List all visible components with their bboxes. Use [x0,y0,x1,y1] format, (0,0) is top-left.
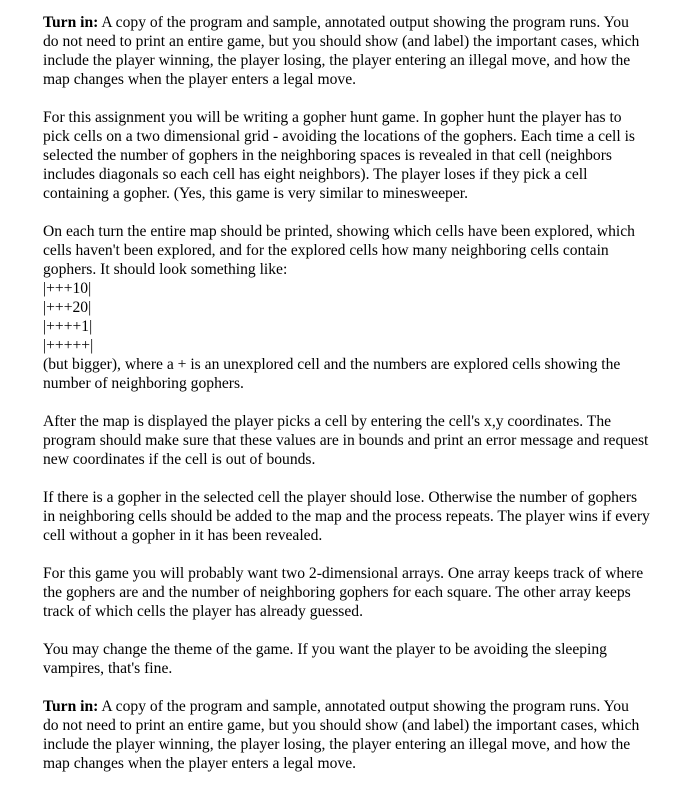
theme-line-1: You may change the theme of the game. If you want the player to be avoiding the sleeping [43,641,607,658]
input-line-3: new coordinates if the cell is out of bounds. [43,451,316,468]
turn-in-paragraph-bottom [43,697,683,773]
final-turn-in-line-2: do not need to print an entire game, but you should show (and label) the important cases, which [43,717,640,734]
map-description-line-1: On each turn the entire map should be printed, showing which cells have been explored, which [43,223,635,240]
final-turn-in-line-1 [43,697,683,716]
input-line-1: After the map is displayed the player picks a cell by entering the cell's x,y coordinates. The [43,413,612,430]
map-description-line-3: gophers. It should look something like: [43,261,288,278]
map-description-paragraph [43,222,683,393]
assignment-document [43,13,683,792]
final-turn-in-label: Turn in: [43,698,99,715]
map-description-line-2: cells haven't been explored, and for the explored cells how many neighboring cells contain [43,242,609,259]
description-line-1: For this assignment you will be writing a gopher hunt game. In gopher hunt the player has to [43,109,622,126]
description-line-4: includes diagonals so each cell has eight neighbors). The player loses if they pick a cell [43,166,588,183]
win-lose-paragraph [43,488,683,545]
map-example-row-2: |+++20| [43,299,92,316]
turn-in-line-2: do not need to print an entire game, but you should show (and label) the important cases, which [43,33,640,50]
description-line-3: selected the number of gophers in the neighboring spaces is revealed in that cell (neighbors [43,147,612,164]
turn-in-label: Turn in: [43,14,99,31]
description-line-2: pick cells on a two dimensional grid - avoiding the locations of the gophers. Each time a cell is [43,128,635,145]
arrays-line-2: the gophers are and the number of neighboring gophers for each square. The other array keeps [43,584,631,601]
arrays-line-1: For this game you will probably want two 2-dimensional arrays. One array keeps track of where [43,565,644,582]
final-turn-in-line-4: map changes when the player enters a legal move. [43,755,357,772]
turn-in-line-3: include the player winning, the player losing, the player entering an illegal move, and how the [43,52,631,69]
map-example-row-3: |++++1| [43,318,93,335]
input-description-paragraph [43,412,683,469]
description-line-5: containing a gopher. (Yes, this game is very similar to minesweeper. [43,185,468,202]
win-lose-line-3: cell without a gopher in it has been revealed. [43,527,323,544]
turn-in-line-1 [43,13,683,32]
win-lose-line-1: If there is a gopher in the selected cell the player should lose. Otherwise the number of gophers [43,489,638,506]
final-turn-in-line-3: include the player winning, the player losing, the player entering an illegal move, and how the [43,736,631,753]
turn-in-line-4: map changes when the player enters a legal move. [43,71,357,88]
arrays-hint-paragraph [43,564,683,621]
final-turn-in-text: A copy of the program and sample, annotated output showing the program runs. You [98,698,629,715]
turn-in-text: A copy of the program and sample, annotated output showing the program runs. You [98,14,629,31]
win-lose-line-2: in neighboring cells should be added to the map and the process repeats. The player wins if every [43,508,650,525]
theme-line-2: vampires, that's fine. [43,660,173,677]
map-example-row-1: |+++10| [43,280,92,297]
map-example-row-4: |+++++| [43,337,94,354]
arrays-line-3: track of which cells the player has already guessed. [43,603,363,620]
map-description-after-line-2: number of neighboring gophers. [43,375,244,392]
turn-in-paragraph-top [43,13,683,89]
map-description-after-line-1: (but bigger), where a + is an unexplored cell and the numbers are explored cells showing the [43,356,621,373]
assignment-description-paragraph [43,108,683,203]
input-line-2: program should make sure that these values are in bounds and print an error message and request [43,432,649,449]
theme-note-paragraph [43,640,683,678]
